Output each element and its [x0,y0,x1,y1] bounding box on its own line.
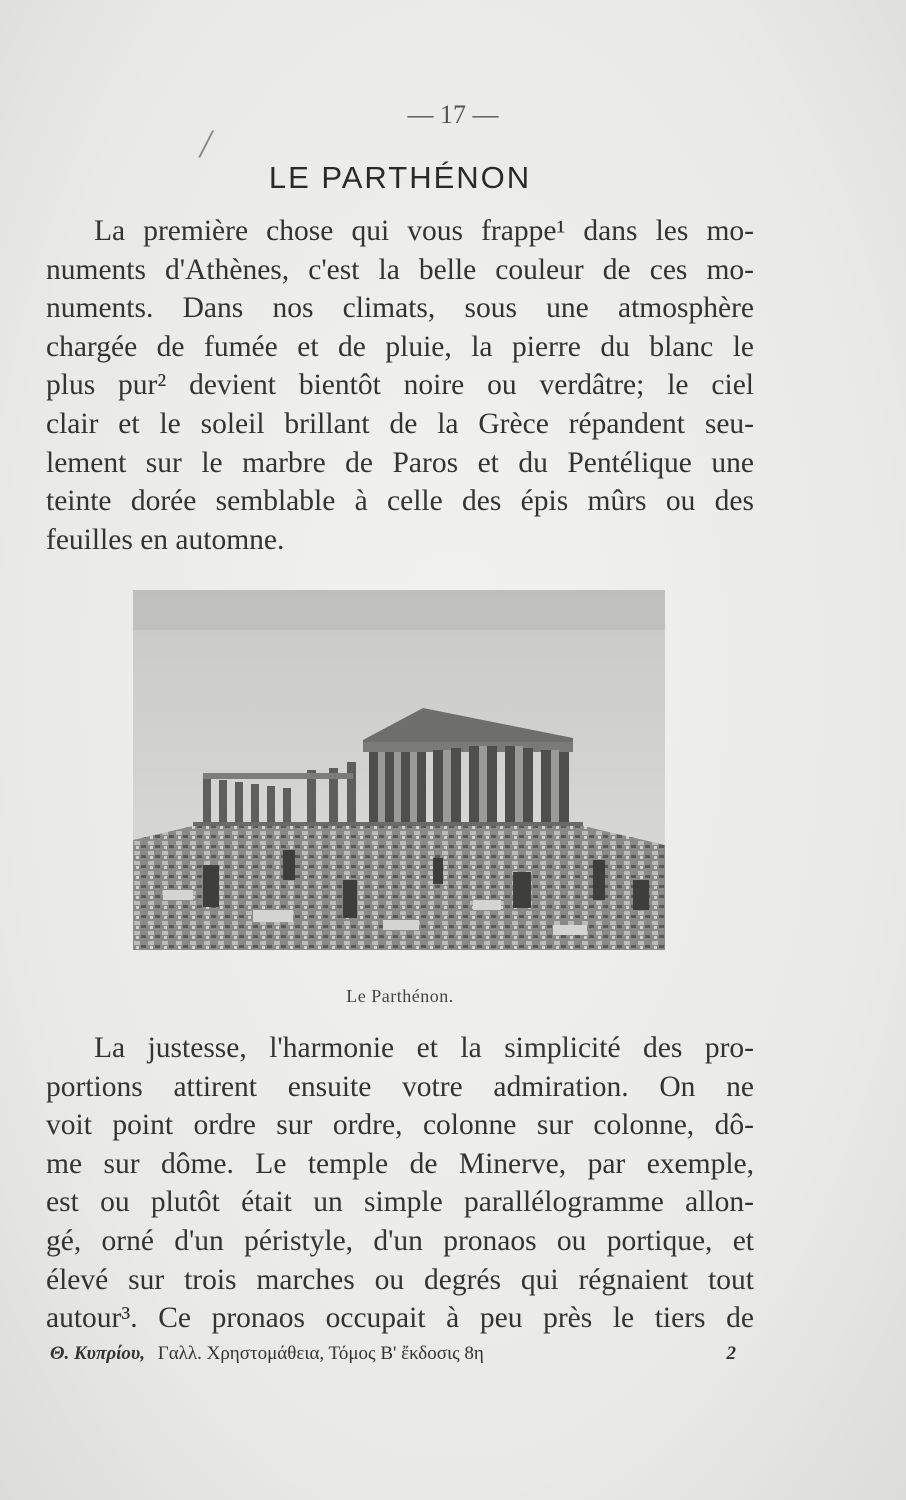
text-line: La première chose qui vous frappe¹ dans les mo- [94,215,754,247]
text-line: numents. Dans nos climats, sous une atmosphère [46,292,754,325]
text-line: clair et le soleil brillant de la Grèce répandent seu- [46,407,754,440]
text-line: élevé sur trois marches ou degrés qui régnaient tout [46,1263,754,1296]
footer-book-title: Γαλλ. Χρηστομάθεια, Τόμος Β' ἔκδοσις 8η [157,1343,484,1364]
footer-signature: 2 [726,1343,736,1364]
text-line: feuilles en automne. [46,523,285,556]
parthenon-photo-icon [133,590,665,950]
paragraph-first [46,212,754,559]
paragraph-second [46,1029,754,1338]
chapter-title: LE PARTHÉNON [268,160,532,195]
figure-caption: Le Parthénon. [346,986,454,1006]
text-line: portions attirent ensuite votre admiration. On ne [46,1070,754,1103]
text-line: teinte dorée semblable à celle des épis mûrs ou des [46,485,754,518]
page-number: — 17 — [407,100,499,129]
text-line: numents d'Athènes, c'est la belle couleur de ces mo- [46,253,754,286]
text-line: chargée de fumée et de pluie, la pierre du blanc le [46,330,754,363]
footer-author: Θ. Κυπρίου, [50,1343,145,1364]
page-footer [50,1343,736,1365]
text-line: La justesse, l'harmonie et la simplicité des pro- [94,1032,754,1064]
pencil-mark-icon: / [200,121,212,166]
text-line: autour³. Ce pronaos occupait à peu près le tiers de [46,1302,754,1335]
text-line: lement sur le marbre de Paros et du Pentélique une [46,446,754,479]
text-line: est ou plutôt était un simple parallélogramme allon- [46,1186,754,1219]
text-line: gé, orné d'un péristyle, d'un pronaos ou portique, et [46,1224,754,1257]
text-line: plus pur² devient bientôt noire ou verdâtre; le ciel [46,369,754,402]
parthenon-photograph [133,590,665,950]
text-line: me sur dôme. Le temple de Minerve, par exemple, [46,1147,754,1180]
text-line: voit point ordre sur ordre, colonne sur colonne, dô- [46,1109,754,1142]
